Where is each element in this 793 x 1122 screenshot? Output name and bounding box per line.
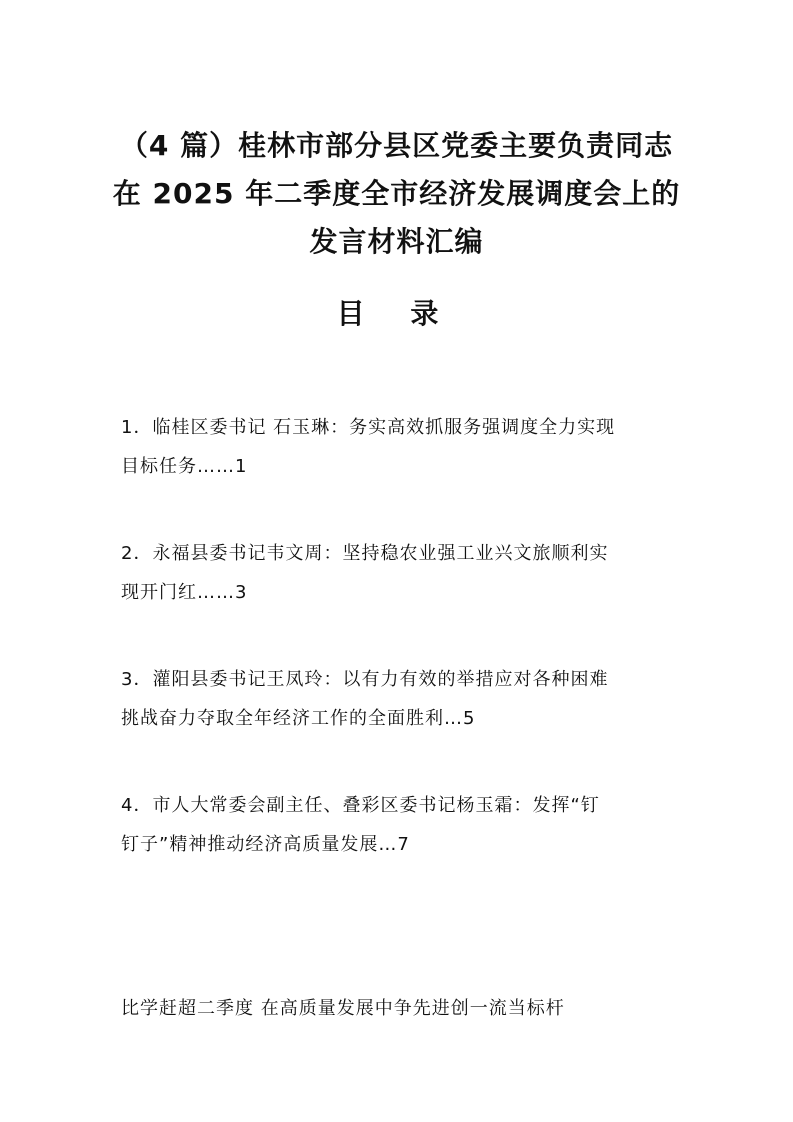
title-line-3: 发言材料汇编	[309, 225, 484, 258]
toc-item-text: 3．灌阳县委书记王凤玲：以有力有效的举措应对各种困难	[121, 669, 609, 690]
title-line-1: （4 篇）桂林市部分县区党委主要负责同志	[119, 129, 674, 162]
section-heading: 比学赶超二季度 在高质量发展中争先进创一流当标杆	[121, 998, 565, 1019]
toc-item-text: 现开门红……3	[121, 582, 248, 603]
toc-item-2[interactable]	[121, 534, 681, 612]
document-title	[60, 122, 733, 266]
toc-item-text: 目标任务……1	[121, 456, 248, 477]
toc-item-4[interactable]	[121, 786, 681, 864]
toc-item-text: 挑战奋力夺取全年经济工作的全面胜利…5	[121, 708, 476, 729]
toc-item-text: 2．永福县委书记韦文周：坚持稳农业强工业兴文旅顺利实	[121, 543, 609, 564]
toc-heading: 目 录	[336, 297, 457, 330]
toc-item-1[interactable]	[121, 408, 681, 486]
toc-list	[121, 408, 681, 912]
toc-item-text: 4．市人大常委会副主任、叠彩区委书记杨玉霜：发挥“钉	[121, 795, 600, 816]
toc-item-3[interactable]	[121, 660, 681, 738]
toc-item-text: 1．临桂区委书记 石玉琳：务实高效抓服务强调度全力实现	[121, 417, 616, 438]
toc-item-text: 钉子”精神推动经济高质量发展…7	[121, 834, 410, 855]
title-line-2: 在 2025 年二季度全市经济发展调度会上的	[112, 177, 681, 210]
